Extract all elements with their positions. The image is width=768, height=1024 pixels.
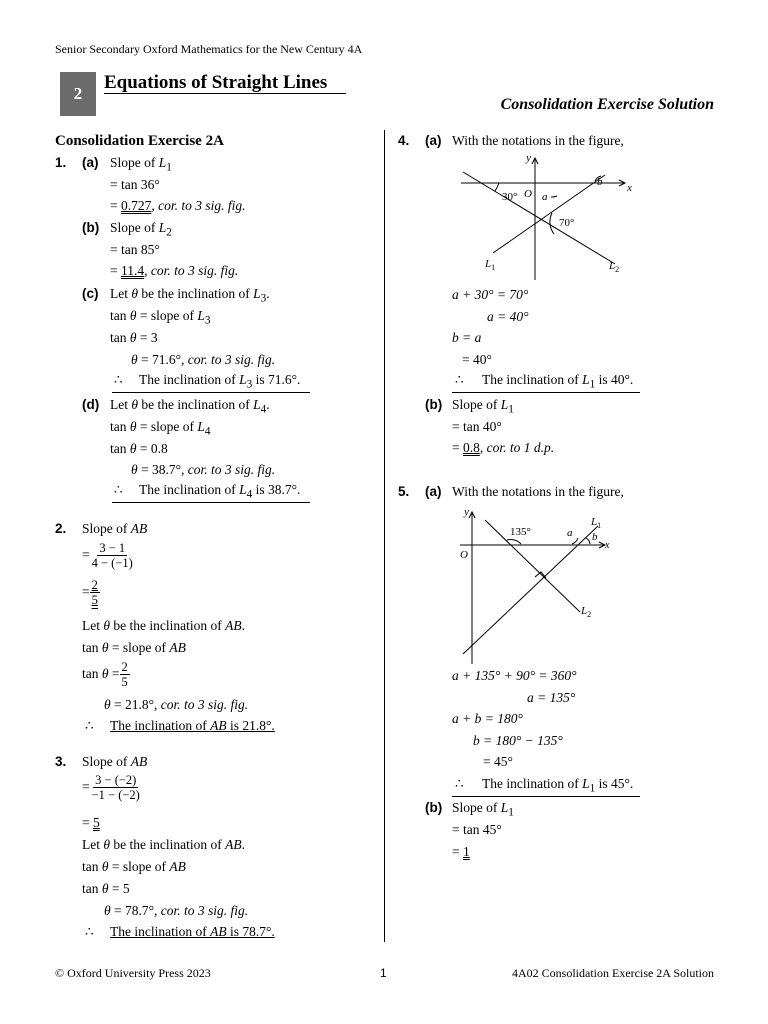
q4b-tag: (b) <box>425 397 443 412</box>
q4-fig-angle-30: 30° <box>502 191 518 203</box>
q4-fig-L1-label: $L_1$ <box>485 258 496 272</box>
q5b-tag: (b) <box>425 800 443 815</box>
q1c-conclusion: The inclination of $L_3$ is 71.6°. <box>139 372 301 391</box>
q1a-line1: Slope of $L_1$ <box>110 155 172 174</box>
footer-doc-id: 4A02 Consolidation Exercise 2A Solution <box>512 966 714 980</box>
book-title: Senior Secondary Oxford Mathematics for the New Century 4A <box>55 42 363 56</box>
q4a-eq2: a = 40° <box>487 309 529 324</box>
q4-fig-angle-a: a <box>542 191 548 203</box>
q5a-tag: (a) <box>425 484 442 499</box>
q3-value: = 5 <box>82 815 100 830</box>
q4a-rule <box>452 392 640 393</box>
column-divider <box>384 130 385 942</box>
q4a-tag: (a) <box>425 133 442 148</box>
q2-result: θ = 21.8°, cor. to 3 sig. fig. <box>104 697 249 712</box>
q5-fig-x-label: x <box>605 540 610 551</box>
chapter-title-underline <box>104 93 346 94</box>
q5b-line1: Slope of $L_1$ <box>452 800 514 819</box>
q1d-line1: Let θ be the inclination of $L_4$. <box>110 397 270 416</box>
q1c-line2: tan θ = slope of $L_3$ <box>110 308 211 327</box>
q5a-eq4: b = 180° − 135° <box>473 733 563 748</box>
q5-fig-angle-b: b <box>592 531 598 543</box>
q4b-line3: = 0.8, cor. to 1 d.p. <box>452 440 555 455</box>
q4a-intro: With the notations in the figure, <box>452 133 624 148</box>
q5b-line2: = tan 45° <box>452 822 502 837</box>
q1b-line3: = 11.4, cor. to 3 sig. fig. <box>110 263 239 278</box>
q5a-conclusion: The inclination of $L_1$ is 45°. <box>482 776 634 795</box>
section-title: Consolidation Exercise 2A <box>55 133 224 149</box>
q4b-line2: = tan 40° <box>452 419 502 434</box>
q1c-line4: θ = 71.6°, cor. to 3 sig. fig. <box>131 352 276 367</box>
q1d-conclusion: The inclination of $L_4$ is 38.7°. <box>139 482 301 501</box>
q5-fig-angle-135: 135° <box>510 526 531 538</box>
q4a-conclusion: The inclination of $L_1$ is 40°. <box>482 372 634 391</box>
q4a-eq3: b = a <box>452 330 482 345</box>
q4a-eq4: = 40° <box>462 352 492 367</box>
q3-line1: Slope of AB <box>82 754 148 769</box>
q3-tan-slope: tan θ = slope of AB <box>82 859 186 874</box>
q5-fig-angle-a: a <box>567 527 573 539</box>
q5a-eq2: a = 135° <box>527 690 576 705</box>
q3-result: θ = 78.7°, cor. to 3 sig. fig. <box>104 903 249 918</box>
q1a-line2: = tan 36° <box>110 177 160 192</box>
q1b-tag: (b) <box>82 220 100 235</box>
q4-fig-L2-label: $L_2$ <box>609 260 620 274</box>
q1d-line3: tan θ = 0.8 <box>110 441 168 456</box>
q2-fraction2: = $\frac{2}{5}$ <box>82 578 98 608</box>
q1d-rule <box>112 502 310 503</box>
q4-fig-x-label: x <box>627 182 632 194</box>
chapter-title: Equations of Straight Lines <box>104 72 328 93</box>
footer-copyright: © Oxford University Press 2023 <box>55 966 211 980</box>
q1c-line1: Let θ be the inclination of $L_3$. <box>110 286 270 305</box>
q1d-line4: θ = 38.7°, cor. to 3 sig. fig. <box>131 462 276 477</box>
q5-fig-L1-label: $L_1$ <box>591 516 602 530</box>
q5-fig-L2-label: $L_2$ <box>581 605 592 619</box>
q3-conclusion: The inclination of AB is 78.7°. <box>110 924 275 939</box>
q2-conclusion: The inclination of AB is 21.8°. <box>110 718 275 733</box>
q4a-therefore: ∴ <box>455 372 464 387</box>
page-subtitle: Consolidation Exercise Solution <box>500 96 714 113</box>
q4a-eq1: a + 30° = 70° <box>452 287 529 302</box>
q5-number: 5. <box>398 484 410 499</box>
q2-fraction1: = $\frac{3 - 1}{4 - (-1)}$ <box>82 541 133 571</box>
q1c-rule <box>112 392 310 393</box>
q4-figure <box>455 150 645 280</box>
q5a-eq3: a + b = 180° <box>452 711 523 726</box>
q2-let: Let θ be the inclination of AB. <box>82 618 245 633</box>
q4-fig-angle-b: b <box>597 176 603 188</box>
q3-tan-value: tan θ = 5 <box>82 881 130 896</box>
q5a-eq5: = 45° <box>483 754 513 769</box>
q3-number: 3. <box>55 754 67 769</box>
q1d-tag: (d) <box>82 397 100 412</box>
q2-number: 2. <box>55 521 67 536</box>
q3-fraction1: = $\frac{3 - (-2)}{-1 - (-2)}$ <box>82 773 140 803</box>
q5a-therefore: ∴ <box>455 776 464 791</box>
q5a-intro: With the notations in the figure, <box>452 484 624 499</box>
q5b-line3: = 1 <box>452 844 470 859</box>
q2-line1: Slope of AB <box>82 521 148 536</box>
q4-fig-y-label: y <box>526 152 531 164</box>
q5a-rule <box>452 796 640 797</box>
q1a-tag: (a) <box>82 155 99 170</box>
q1d-line2: tan θ = slope of $L_4$ <box>110 419 211 438</box>
q1c-therefore: ∴ <box>114 372 123 387</box>
q2-tan-value: tan θ = $\frac{2}{5}$ <box>82 660 128 690</box>
q2-therefore: ∴ <box>85 718 94 733</box>
q4-fig-angle-70: 70° <box>559 217 575 229</box>
q1b-line1: Slope of $L_2$ <box>110 220 172 239</box>
q3-let: Let θ be the inclination of AB. <box>82 837 245 852</box>
chapter-number-box: 2 <box>60 72 96 116</box>
q4-fig-origin: O <box>524 188 532 200</box>
q1d-therefore: ∴ <box>114 482 123 497</box>
q1c-tag: (c) <box>82 286 99 301</box>
q1a-line3: = 0.727, cor. to 3 sig. fig. <box>110 198 246 213</box>
q5a-eq1: a + 135° + 90° = 360° <box>452 668 577 683</box>
q1b-line2: = tan 85° <box>110 242 160 257</box>
q5-fig-origin: O <box>460 549 468 561</box>
q3-therefore: ∴ <box>85 924 94 939</box>
q4-number: 4. <box>398 133 410 148</box>
q5-fig-y-label: y <box>464 506 469 518</box>
q1c-line3: tan θ = 3 <box>110 330 158 345</box>
q4b-line1: Slope of $L_1$ <box>452 397 514 416</box>
q2-tan-slope: tan θ = slope of AB <box>82 640 186 655</box>
q5-figure <box>455 502 615 664</box>
q1-number: 1. <box>55 155 67 170</box>
footer-page-number: 1 <box>380 966 387 980</box>
